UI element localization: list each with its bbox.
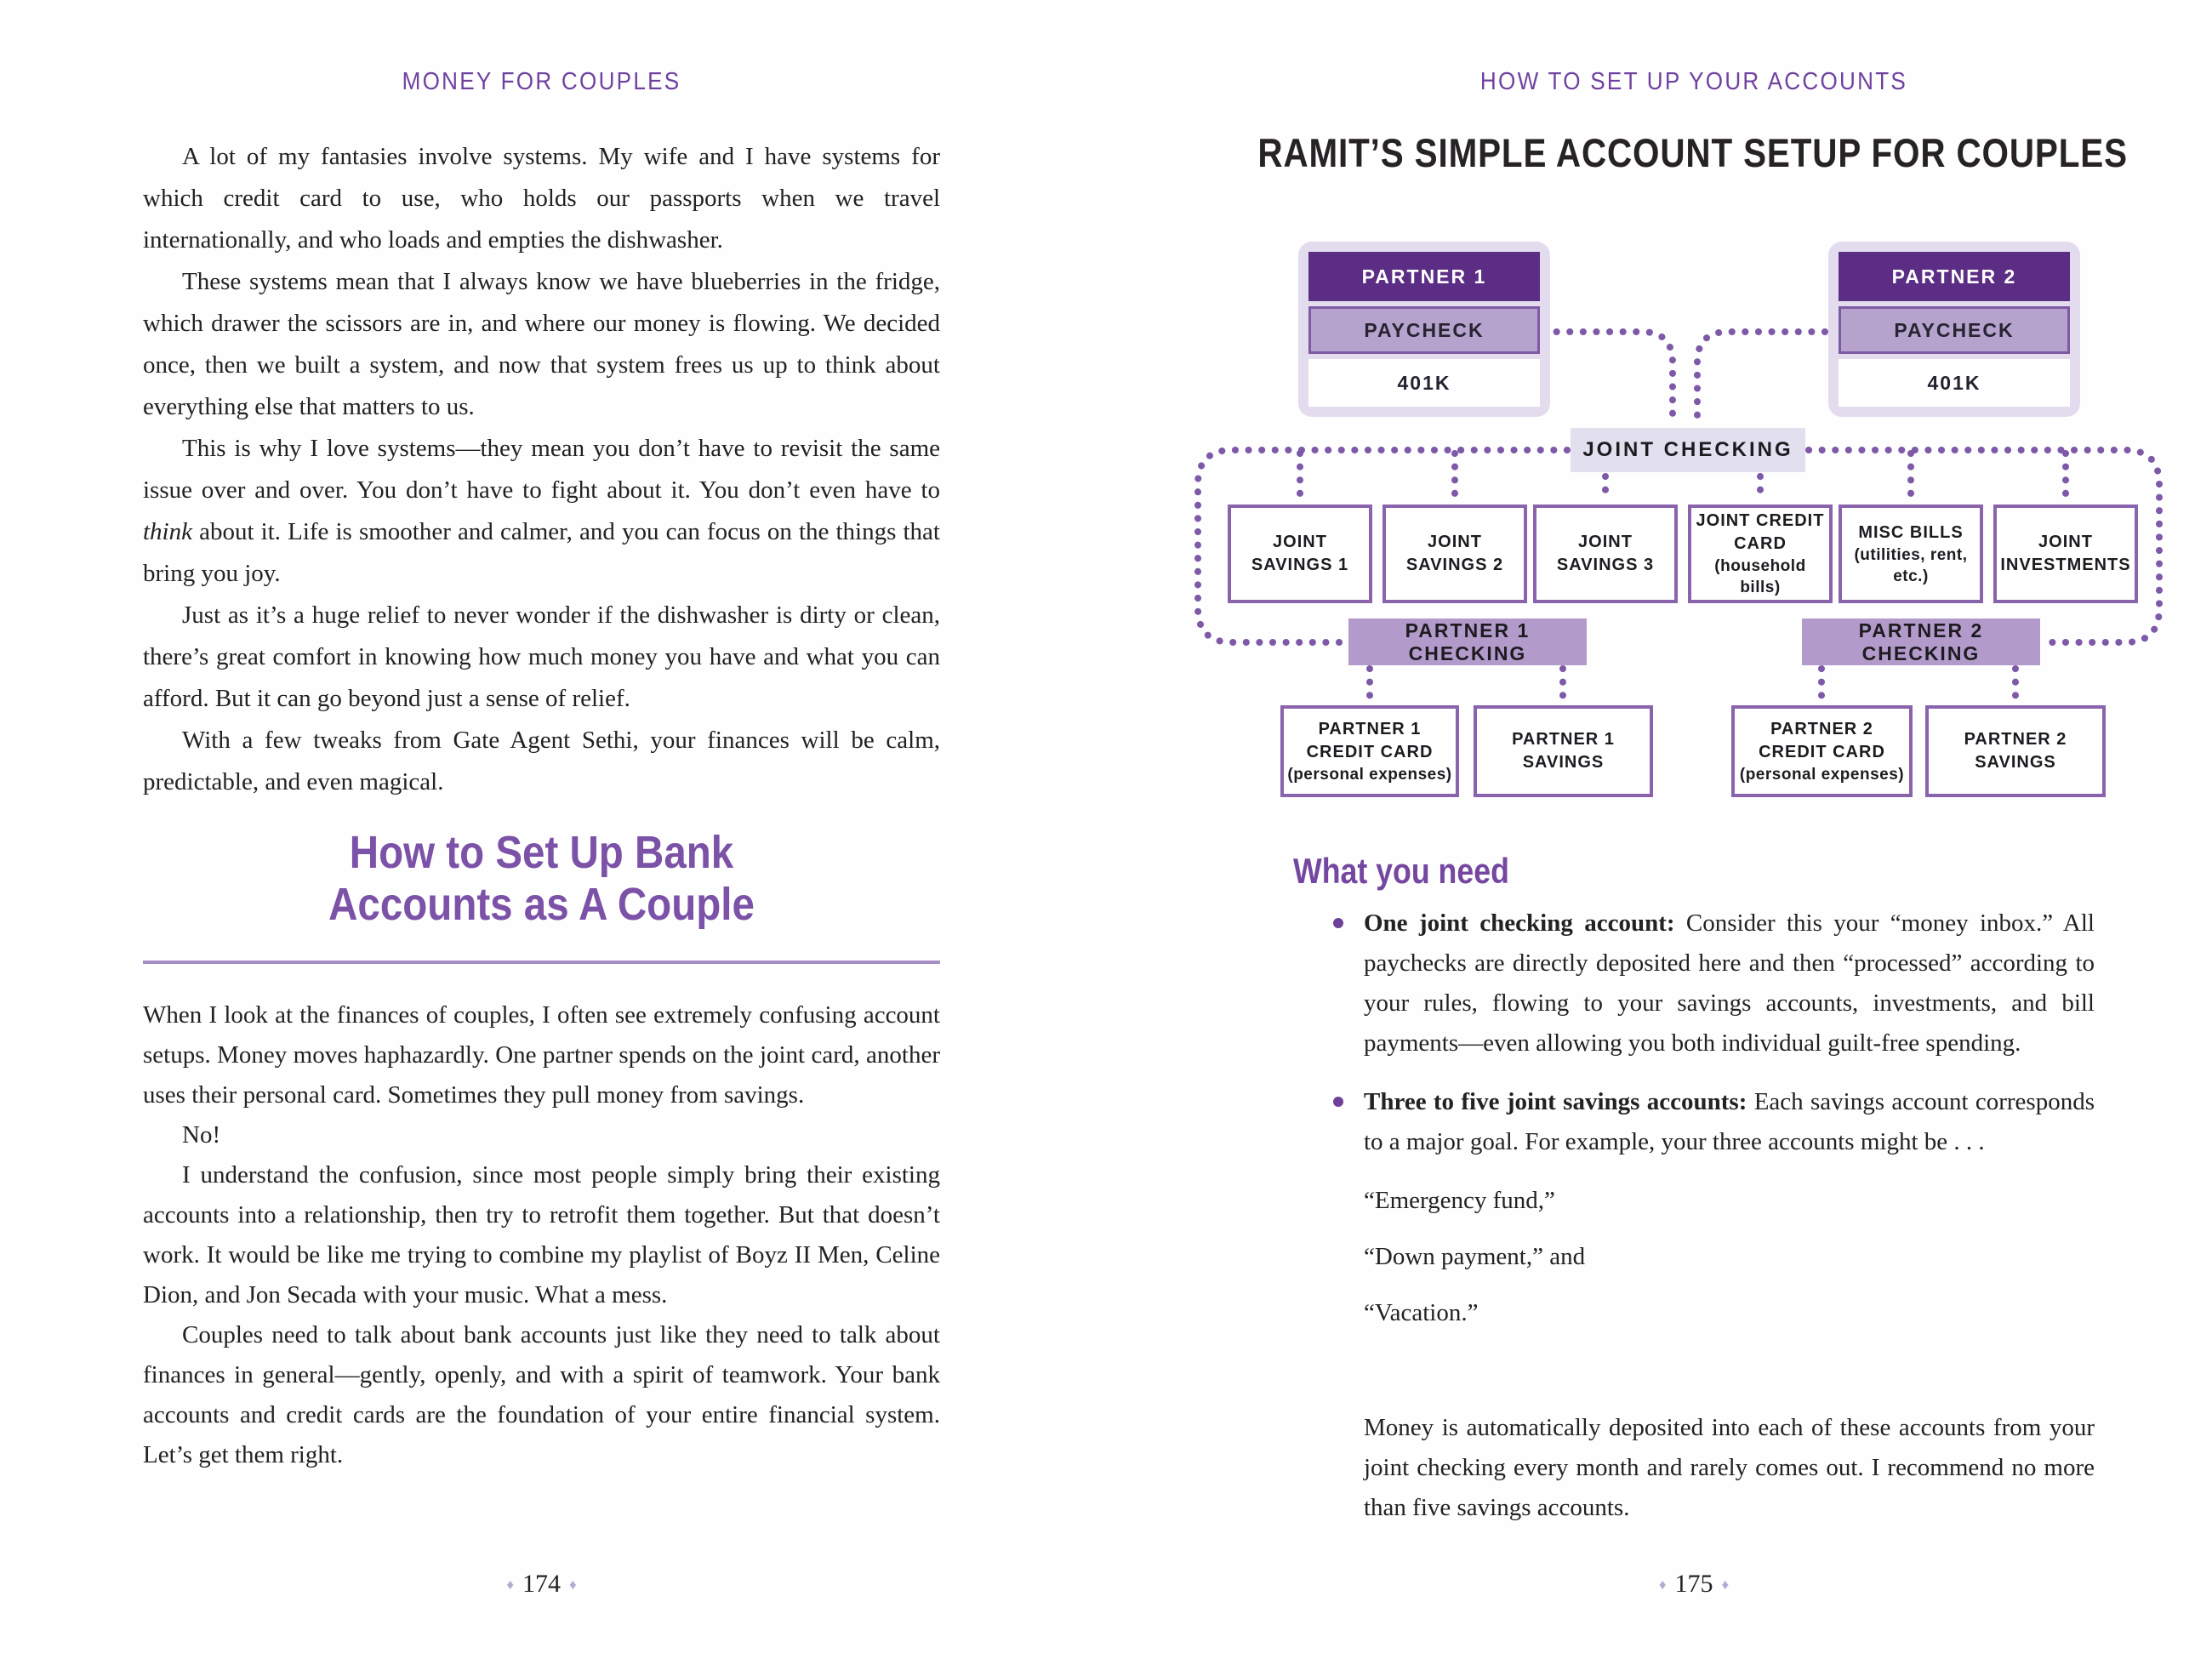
page-number: 175 xyxy=(1674,1570,1713,1598)
paragraph-text: about it. Life is smoother and calmer, and you can focus on the things that bring you joy. xyxy=(143,518,940,587)
partner2-card xyxy=(1828,242,2080,417)
body-text-bottom xyxy=(143,995,940,1475)
paragraph: Just as it’s a huge relief to never wonder if the dishwasher is dirty or clean, there’s great comfort in knowing how much money you have and what you can afford. But it can go beyond just a sense of relief. xyxy=(143,601,940,712)
partner2-credit-card-box xyxy=(1731,705,1913,797)
bullet-icon xyxy=(1333,918,1343,928)
partner2-savings-box: PARTNER 2 SAVINGS xyxy=(1925,705,2106,797)
misc-bills-box xyxy=(1839,505,1983,603)
footer-ornament-icon: ♦ xyxy=(1658,1576,1667,1593)
bullet-text: Consider this your “money inbox.” All paychecks are directly deposited here and then “processed” according to your rules, flowing to your savings accounts, investments, and bill payments—even allowing you both individual guilt-free spending. xyxy=(1364,909,2095,1057)
footer-ornament-icon: ♦ xyxy=(506,1576,514,1593)
box-sublabel: (personal expenses) xyxy=(1739,765,1905,784)
page-footer xyxy=(1327,1570,2061,1599)
partner2-paycheck-box: PAYCHECK xyxy=(1839,306,2070,354)
list-item xyxy=(1331,904,2095,1063)
chapter-heading-line: Accounts as A Couple xyxy=(328,879,755,930)
partner2-401k-box: 401K xyxy=(1839,359,2070,407)
paragraph: When I look at the finances of couples, I often see extremely confusing account setups. Money moves haphazardly. One partner spends on the joint card, another uses their personal card. Sometimes they pull money from savings. xyxy=(143,1001,940,1109)
heading-rule xyxy=(143,961,940,964)
partner2-checking-box: PARTNER 2 CHECKING xyxy=(1802,619,2040,665)
paragraph: These systems mean that I always know we have blueberries in the fridge, which drawer the scissors are in, and where our money is flowing. We decided once, then we built a system, and now that system frees us up to think about everything else that matters to us. xyxy=(143,268,940,420)
bullet-list xyxy=(1331,904,2095,1349)
joint-investments-box: JOINT INVESTMENTS xyxy=(1993,505,2138,603)
box-label: PARTNER 1 CREDIT CARD xyxy=(1306,719,1434,761)
diagram-title: RAMIT’S SIMPLE ACCOUNT SETUP FOR COUPLES xyxy=(1257,130,2128,175)
body-text-top xyxy=(143,136,940,803)
paragraph: With a few tweaks from Gate Agent Sethi, your finances will be calm, predictable, and even magical. xyxy=(143,727,940,795)
bullet-icon xyxy=(1333,1097,1343,1107)
box-label: PARTNER 2 CREDIT CARD xyxy=(1759,719,1885,761)
box-label: MISC BILLS xyxy=(1858,522,1964,542)
partner2-header: PARTNER 2 xyxy=(1839,252,2070,301)
partner1-credit-card-box xyxy=(1280,705,1459,797)
page-right xyxy=(1106,0,2212,1659)
running-head-right: HOW TO SET UP YOUR ACCOUNTS xyxy=(1479,68,1908,95)
page-number: 174 xyxy=(522,1570,561,1598)
partner1-card xyxy=(1298,242,1550,417)
paragraph: A lot of my fantasies involve systems. My wife and I have systems for which credit card to use, who holds our passports when we travel internationally, and who loads and empties the dishwasher. xyxy=(143,143,940,254)
box-sublabel: (household bills) xyxy=(1714,557,1806,596)
example-line: “Vacation.” xyxy=(1364,1299,1479,1326)
list-item xyxy=(1331,1082,2095,1162)
paragraph: Couples need to talk about bank accounts just like they need to talk about finances in general—gently, openly, and with a spirit of teamwork. Your bank accounts and credit cards are the foundation of your entire financial system. Let’s get them right. xyxy=(143,1321,940,1468)
joint-savings-1-box: JOINT SAVINGS 1 xyxy=(1228,505,1372,603)
chapter-heading xyxy=(143,827,940,931)
paragraph: No! xyxy=(182,1121,221,1149)
paragraph xyxy=(143,428,940,595)
italic-word: think xyxy=(143,518,192,545)
paragraph: I understand the confusion, since most people simply bring their existing accounts into a relationship, then try to retrofit them together. But that doesn’t work. It would be like me trying to combine my playlist of Boyz II Men, Celine Dion, and Jon Secada with your music. What a mess. xyxy=(143,1161,940,1308)
partner1-401k-box: 401K xyxy=(1308,359,1540,407)
box-sublabel: (personal expenses) xyxy=(1287,765,1452,784)
footer-ornament-icon: ♦ xyxy=(1721,1576,1730,1593)
closing-paragraph: Money is automatically deposited into each of these accounts from your joint checking every month and rarely comes out. I recommend no more than five savings accounts. xyxy=(1364,1414,2095,1521)
paragraph-text: This is why I love systems—they mean you don’t have to revisit the same issue over and over. You don’t have to fight about it. You don’t even have to xyxy=(143,435,940,504)
bullet-lead: One joint checking account: xyxy=(1364,909,1675,937)
example-line: “Emergency fund,” xyxy=(1364,1187,1555,1214)
bullet-text: Each savings account corresponds to a major goal. For example, your three accounts might be . . . xyxy=(1364,1088,2095,1155)
example-line: “Down payment,” and xyxy=(1364,1243,1586,1270)
section-heading: What you need xyxy=(1293,851,1509,891)
box-label: JOINT CREDIT CARD xyxy=(1696,511,1825,553)
partner1-savings-box: PARTNER 1 SAVINGS xyxy=(1474,705,1653,797)
partner1-paycheck-box: PAYCHECK xyxy=(1308,306,1540,354)
joint-credit-card-box xyxy=(1688,505,1833,603)
connector-paycheck1-to-checking xyxy=(1543,332,1673,424)
bullet-lead: Three to five joint savings accounts: xyxy=(1364,1088,1747,1115)
joint-savings-2-box: JOINT SAVINGS 2 xyxy=(1382,505,1527,603)
joint-savings-3-box: JOINT SAVINGS 3 xyxy=(1533,505,1678,603)
savings-examples xyxy=(1331,1181,2095,1333)
partner1-checking-box: PARTNER 1 CHECKING xyxy=(1348,619,1587,665)
partner1-header: PARTNER 1 xyxy=(1308,252,1540,301)
footer-ornament-icon: ♦ xyxy=(569,1576,577,1593)
chapter-heading-line: How to Set Up Bank xyxy=(349,827,734,878)
connector-paycheck2-to-checking xyxy=(1697,332,1825,424)
box-sublabel: (utilities, rent, etc.) xyxy=(1854,545,1968,585)
page-footer xyxy=(143,1570,940,1599)
account-setup-diagram xyxy=(1106,0,2212,851)
joint-checking-box: JOINT CHECKING xyxy=(1571,428,1805,472)
running-head-left: MONEY FOR COUPLES xyxy=(402,68,681,95)
